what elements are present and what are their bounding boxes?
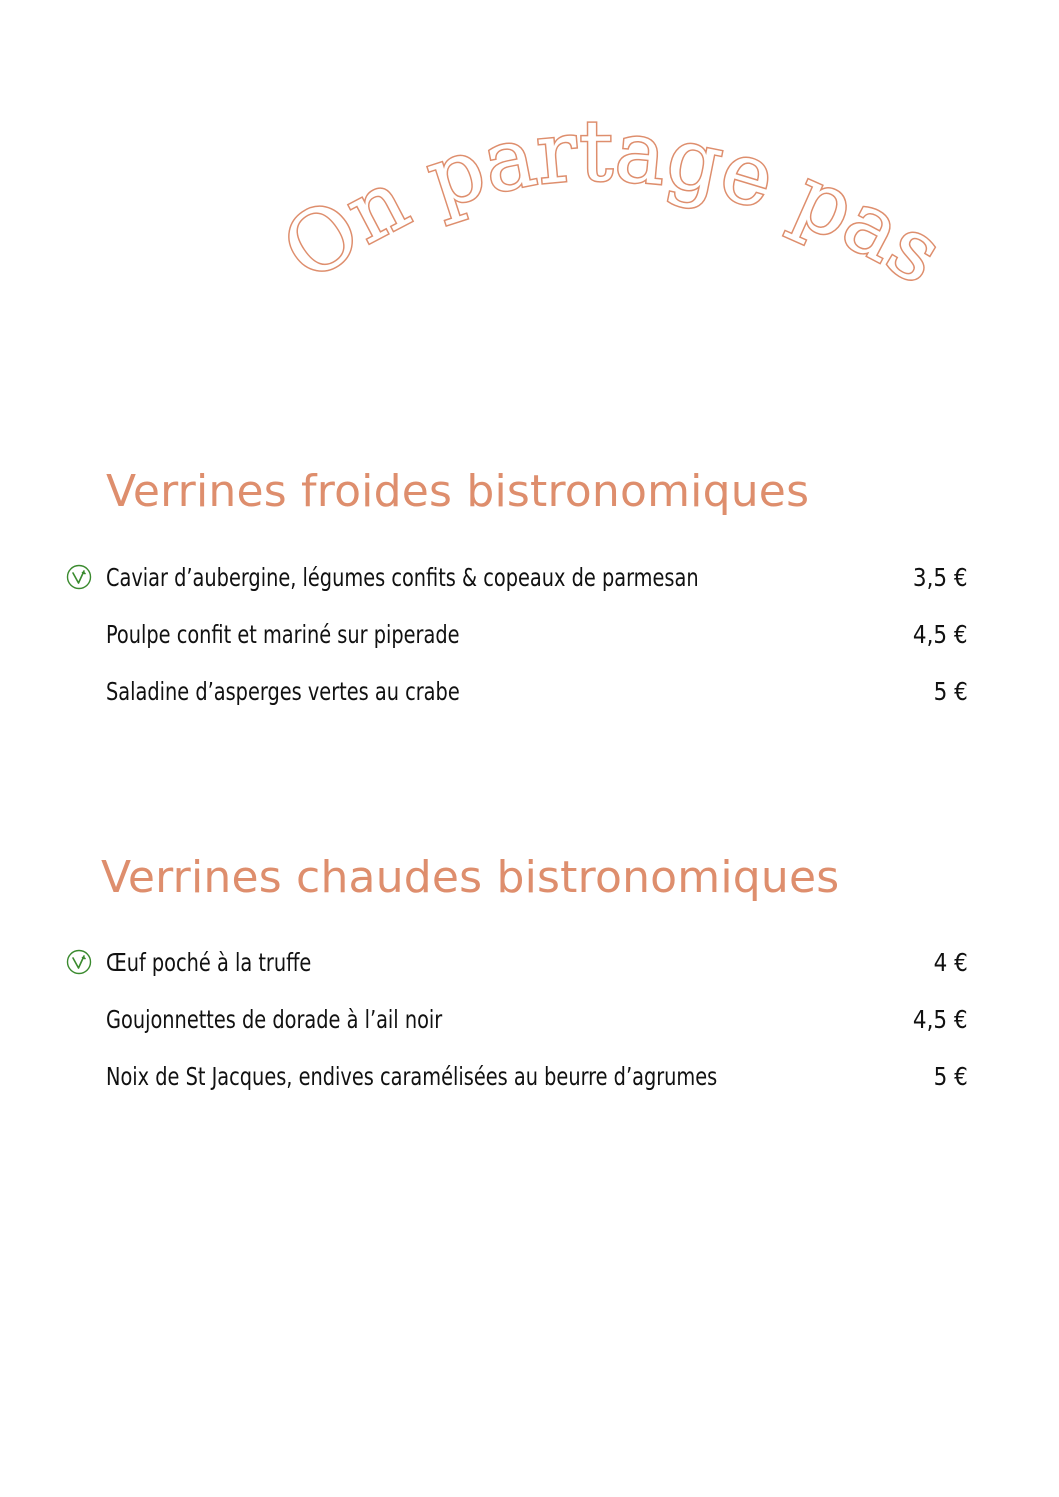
- menu-item-name: Caviar d’aubergine, légumes confits & copeaux de parmesan: [106, 563, 699, 592]
- menu-item: [60, 1059, 972, 1099]
- menu-item: [60, 1002, 972, 1042]
- menu-item-name: Saladine d’asperges vertes au crabe: [106, 677, 460, 706]
- menu-item: [60, 617, 972, 657]
- menu-item-price: 5 €: [933, 677, 968, 706]
- section-title-hot-verrines: Verrines chaudes bistronomiques: [101, 852, 840, 903]
- vegetarian-leaf-icon: [66, 564, 92, 590]
- vegetarian-leaf-icon: [66, 949, 92, 975]
- menu-item-price: 4 €: [933, 948, 968, 977]
- menu-item-name: Poulpe confit et mariné sur piperade: [106, 620, 460, 649]
- page-title: [250, 100, 970, 340]
- menu-item-name: Goujonnettes de dorade à l’ail noir: [106, 1005, 443, 1034]
- menu-item: [60, 945, 972, 985]
- menu-item-price: 4,5 €: [913, 620, 968, 649]
- menu-item-price: 5 €: [933, 1062, 968, 1091]
- menu-item: [60, 674, 972, 714]
- menu-item-price: 3,5 €: [913, 563, 968, 592]
- menu-item: [60, 560, 972, 600]
- page-title-arch: [250, 100, 970, 340]
- section-title-cold-verrines: Verrines froides bistronomiques: [106, 466, 810, 517]
- menu-item-price: 4,5 €: [913, 1005, 968, 1034]
- menu-item-name: Œuf poché à la truffe: [106, 948, 312, 977]
- page-title-text: On partage pas: [265, 101, 960, 304]
- menu-item-name: Noix de St Jacques, endives caramélisées au beurre d’agrumes: [106, 1062, 718, 1091]
